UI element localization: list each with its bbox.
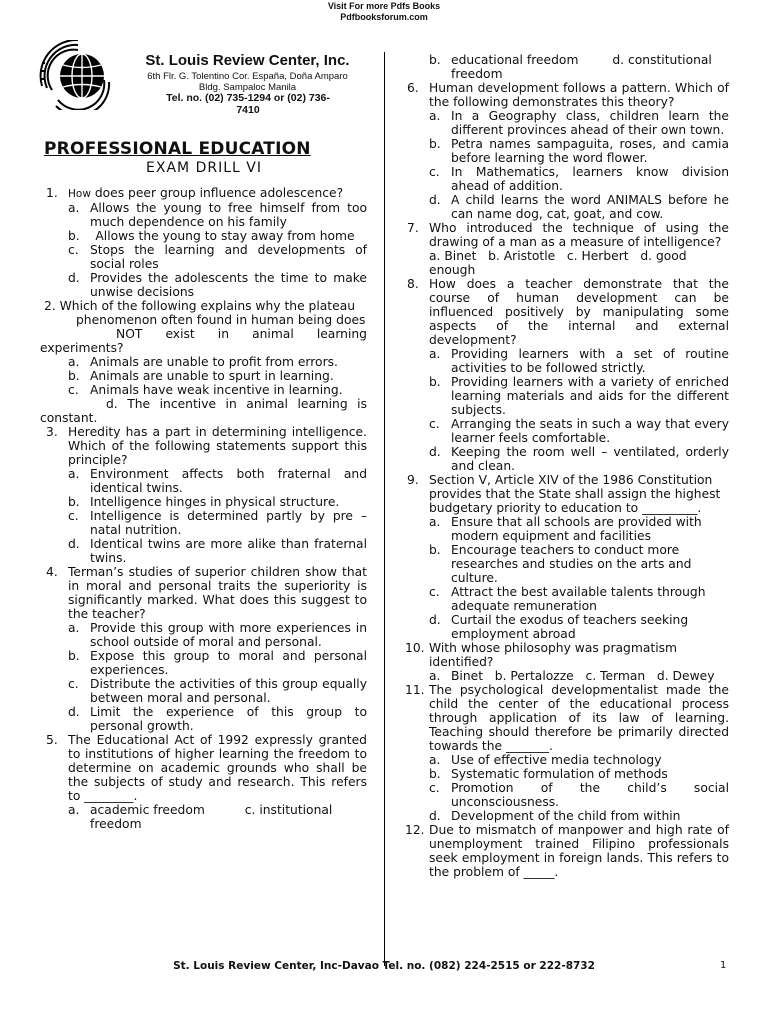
option: d. Limit the experience of this group to personal growth. bbox=[68, 705, 367, 733]
option: a. Binet b. Pertalozze c. Terman d. Dewey bbox=[429, 669, 715, 683]
option: d. Development of the child from within bbox=[429, 809, 681, 823]
option: a. Provide this group with more experiences in school outside of moral and personal. bbox=[68, 621, 367, 649]
option: a. Use of effective media technology bbox=[429, 753, 662, 767]
question-5-continued bbox=[405, 53, 729, 81]
globe-logo-icon bbox=[38, 40, 112, 110]
left-column bbox=[40, 186, 367, 831]
question-text: Who introduced the technique of using the drawing of a man as a measure of intelligence? bbox=[429, 221, 729, 249]
option: a. In a Geography class, children learn the different provinces ahead of their own town. bbox=[429, 109, 729, 137]
option: d. Identical twins are more alike than fraternal twins. bbox=[68, 537, 367, 565]
option: a. Providing learners with a set of routine activities to be followed strictly. bbox=[429, 347, 729, 375]
question-11: 11. The psychological developmentalist made the child the center of the educational process through application of its law of learning. Teaching should therefore be primarily directed towards the _______. a. Use of effective media technology b. Systematic formulation of methods c. Promotion of the child’s social unconsciousness. d. Development of the child from within bbox=[405, 683, 729, 823]
question-text: Heredity has a part in determining intelligence. Which of the following statements support this principle? bbox=[68, 425, 367, 467]
option: c. Stops the learning and developments of social roles bbox=[68, 243, 367, 271]
question-3: 3. Heredity has a part in determining intelligence. Which of the following statements support this principle? a. Environment affects both fraternal and identical twins. b. Intelligence hinges in physical structure. c. Intelligence is determined partly by pre – natal nutrition. d. Identical twins are more alike than fraternal twins. bbox=[46, 425, 367, 565]
option: b. educational freedom d. constitutional freedom bbox=[429, 53, 712, 81]
option: a. Animals are unable to profit from errors. bbox=[68, 355, 338, 369]
right-column bbox=[405, 53, 729, 879]
option: b. Animals are unable to spurt in learning. bbox=[68, 369, 334, 383]
address-line2: Bldg. Sampaloc Manila bbox=[198, 82, 297, 93]
question-9: 9. Section V, Article XIV of the 1986 Constitution provides that the State shall assign the highest budgetary priority to education to _________. a. Ensure that all schools are provided with modern equipment and facilities b. Encourage teachers to conduct more researches and studies on the arts and culture. c. Attract the best available talents through adequate remuneration d. Curtail the exodus of teachers seeking employment abroad bbox=[405, 473, 729, 641]
question-text: How does a teacher demonstrate that the course of human development can be influenced positively by manipulating some aspects of the internal and external development? bbox=[429, 277, 729, 347]
option: a. academic freedom c. institutional freedom bbox=[68, 803, 333, 831]
question-5: 5. The Educational Act of 1992 expressly granted to institutions of higher learning the freedom to determine on academic grounds who shall be the subjects of study and research. This refers to ________. a. academic freedom c. institutional freedom bbox=[46, 733, 367, 831]
question-6: 6. Human development follows a pattern. Which of the following demonstrates this theory? a. In a Geography class, children learn the different provinces ahead of their own town. b. Petra names sampaguita, roses, and camia before learning the word flower. c. In Mathematics, learners know division ahead of addition. d. A child learns the word ANIMALS before he can name dog, cat, goat, and cow. bbox=[407, 81, 729, 221]
inline-options-cont: enough bbox=[429, 263, 476, 277]
question-text: How does peer group influence adolescence? bbox=[68, 186, 344, 200]
option: c. In Mathematics, learners know division ahead of addition. bbox=[429, 165, 729, 193]
option: a. Environment affects both fraternal and identical twins. bbox=[68, 467, 367, 495]
question-2 bbox=[40, 299, 367, 425]
question-text: 2. Which of the following explains why the plateau bbox=[44, 299, 356, 313]
question-text: Section V, Article XIV of the 1986 Constitution provides that the State shall assign the highest budgetary priority to education to _________. bbox=[429, 473, 721, 515]
option: c. Animals have weak incentive in learning. bbox=[68, 383, 343, 397]
option: b. Intelligence hinges in physical structure. bbox=[68, 495, 340, 509]
option: c. Promotion of the child’s social unconsciousness. bbox=[429, 781, 729, 809]
question-text: The psychological developmentalist made the child the center of the educational process through application of its law of learning. Teaching should therefore be primarily directed towards the _______. bbox=[429, 683, 729, 753]
question-text: With whose philosophy was pragmatism identified? bbox=[429, 641, 678, 669]
org-name: St. Louis Review Center, Inc. bbox=[145, 52, 350, 69]
question-7: 7. Who introduced the technique of using the drawing of a man as a measure of intelligence? a. Binet b. Aristotle c. Herbert d. good enough bbox=[407, 221, 729, 277]
question-text: Human development follows a pattern. Which of the following demonstrates this theory? bbox=[429, 81, 729, 109]
option: c. Arranging the seats in such a way that every learner feels comfortable. bbox=[429, 417, 729, 445]
question-12: 12. Due to mismatch of manpower and high rate of unemployment trained Filipino professionals seek employment in foreign lands. This refers to the problem of _____. bbox=[405, 823, 729, 879]
question-8: 8. How does a teacher demonstrate that the course of human development can be influenced positively by manipulating some aspects of the internal and external development? a. Providing learners with a set of routine activities to be followed strictly. b. Providing learners with a variety of enriched learning materials and aids for the different subjects. c. Arranging the seats in such a way that every learner feels comfortable. d. Keeping the room well – ventilated, orderly and clean. bbox=[407, 277, 729, 473]
question-4: 4. Terman’s studies of superior children show that in moral and personal traits the superiority is significantly marked. What does this suggest to the teacher? a. Provide this group with more experiences in school outside of moral and personal. b. Expose this group to moral and personal experiences. c. Distribute the activities of this group equally between moral and personal. d. Limit the experience of this group to personal growth. bbox=[46, 565, 367, 733]
top-note-line1: Visit For more Pdfs Books bbox=[327, 1, 441, 11]
option: c. Attract the best available talents through adequate remuneration bbox=[429, 585, 706, 613]
option: b. Providing learners with a variety of enriched learning materials and aids for the different subjects. bbox=[429, 375, 729, 417]
option: c. Distribute the activities of this group equally between moral and personal. bbox=[68, 677, 367, 705]
page-number: 1 bbox=[720, 960, 727, 971]
question-text: Due to mismatch of manpower and high rate of unemployment trained Filipino professionals seek employment in foreign lands. This refers to the problem of _____. bbox=[429, 823, 729, 879]
column-divider bbox=[384, 52, 385, 966]
question-text: Terman’s studies of superior children show that in moral and personal traits the superiority is significantly marked. What does this suggest to the teacher? bbox=[68, 565, 367, 621]
question-text-cont: NOT exist in animal learning experiments? bbox=[40, 327, 367, 355]
option: b. Expose this group to moral and personal experiences. bbox=[68, 649, 367, 677]
option: c. Intelligence is determined partly by pre – natal nutrition. bbox=[68, 509, 367, 537]
option: d. A child learns the word ANIMALS before he can name dog, cat, goat, and cow. bbox=[429, 193, 729, 221]
page-title: PROFESSIONAL EDUCATION bbox=[44, 139, 311, 159]
org-tel bbox=[128, 92, 368, 116]
option: d. Keeping the room well – ventilated, orderly and clean. bbox=[429, 445, 729, 473]
tel-line2: 7410 bbox=[236, 104, 260, 116]
address-line1: 6th Flr. G. Tolentino Cor. España, Doña Amparo bbox=[147, 71, 348, 82]
option: b. Allows the young to stay away from home bbox=[68, 229, 355, 243]
option: b. Petra names sampaguita, roses, and camia before learning the word flower. bbox=[429, 137, 729, 165]
top-note bbox=[0, 1, 768, 23]
page-subtitle: EXAM DRILL VI bbox=[146, 160, 262, 176]
option: d. Provides the adolescents the time to make unwise decisions bbox=[68, 271, 367, 299]
option: a. Allows the young to free himself from too much dependence on his family bbox=[68, 201, 367, 229]
inline-options: a. Binet b. Aristotle c. Herbert d. good bbox=[429, 249, 687, 263]
question-text: The Educational Act of 1992 expressly granted to institutions of higher learning the freedom to determine on academic grounds who shall be the subjects of study and research. This refers to ________. bbox=[68, 733, 367, 803]
option: d. The incentive in animal learning is constant. bbox=[40, 397, 367, 425]
question-10: 10. With whose philosophy was pragmatism identified? a. Binet b. Pertalozze c. Terman d. Dewey bbox=[405, 641, 729, 683]
tel-line1: Tel. no. (02) 735-1294 or (02) 736- bbox=[166, 92, 330, 104]
question-1 bbox=[40, 186, 367, 299]
option: b. Systematic formulation of methods bbox=[429, 767, 668, 781]
header bbox=[38, 38, 373, 118]
option: a. Ensure that all schools are provided with modern equipment and facilities bbox=[429, 515, 702, 543]
top-note-line2: Pdfbooksforum.com bbox=[340, 12, 428, 22]
org-address bbox=[130, 71, 365, 93]
question-number: 1. bbox=[46, 186, 58, 200]
option: d. Curtail the exodus of teachers seeking employment abroad bbox=[429, 613, 689, 641]
footer: St. Louis Review Center, Inc-Davao Tel. no. (082) 224-2515 or 222-8732 bbox=[173, 960, 595, 972]
option: b. Encourage teachers to conduct more researches and studies on the arts and culture. bbox=[429, 543, 692, 585]
question-text-cont: phenomenon often found in human being does bbox=[76, 313, 366, 327]
